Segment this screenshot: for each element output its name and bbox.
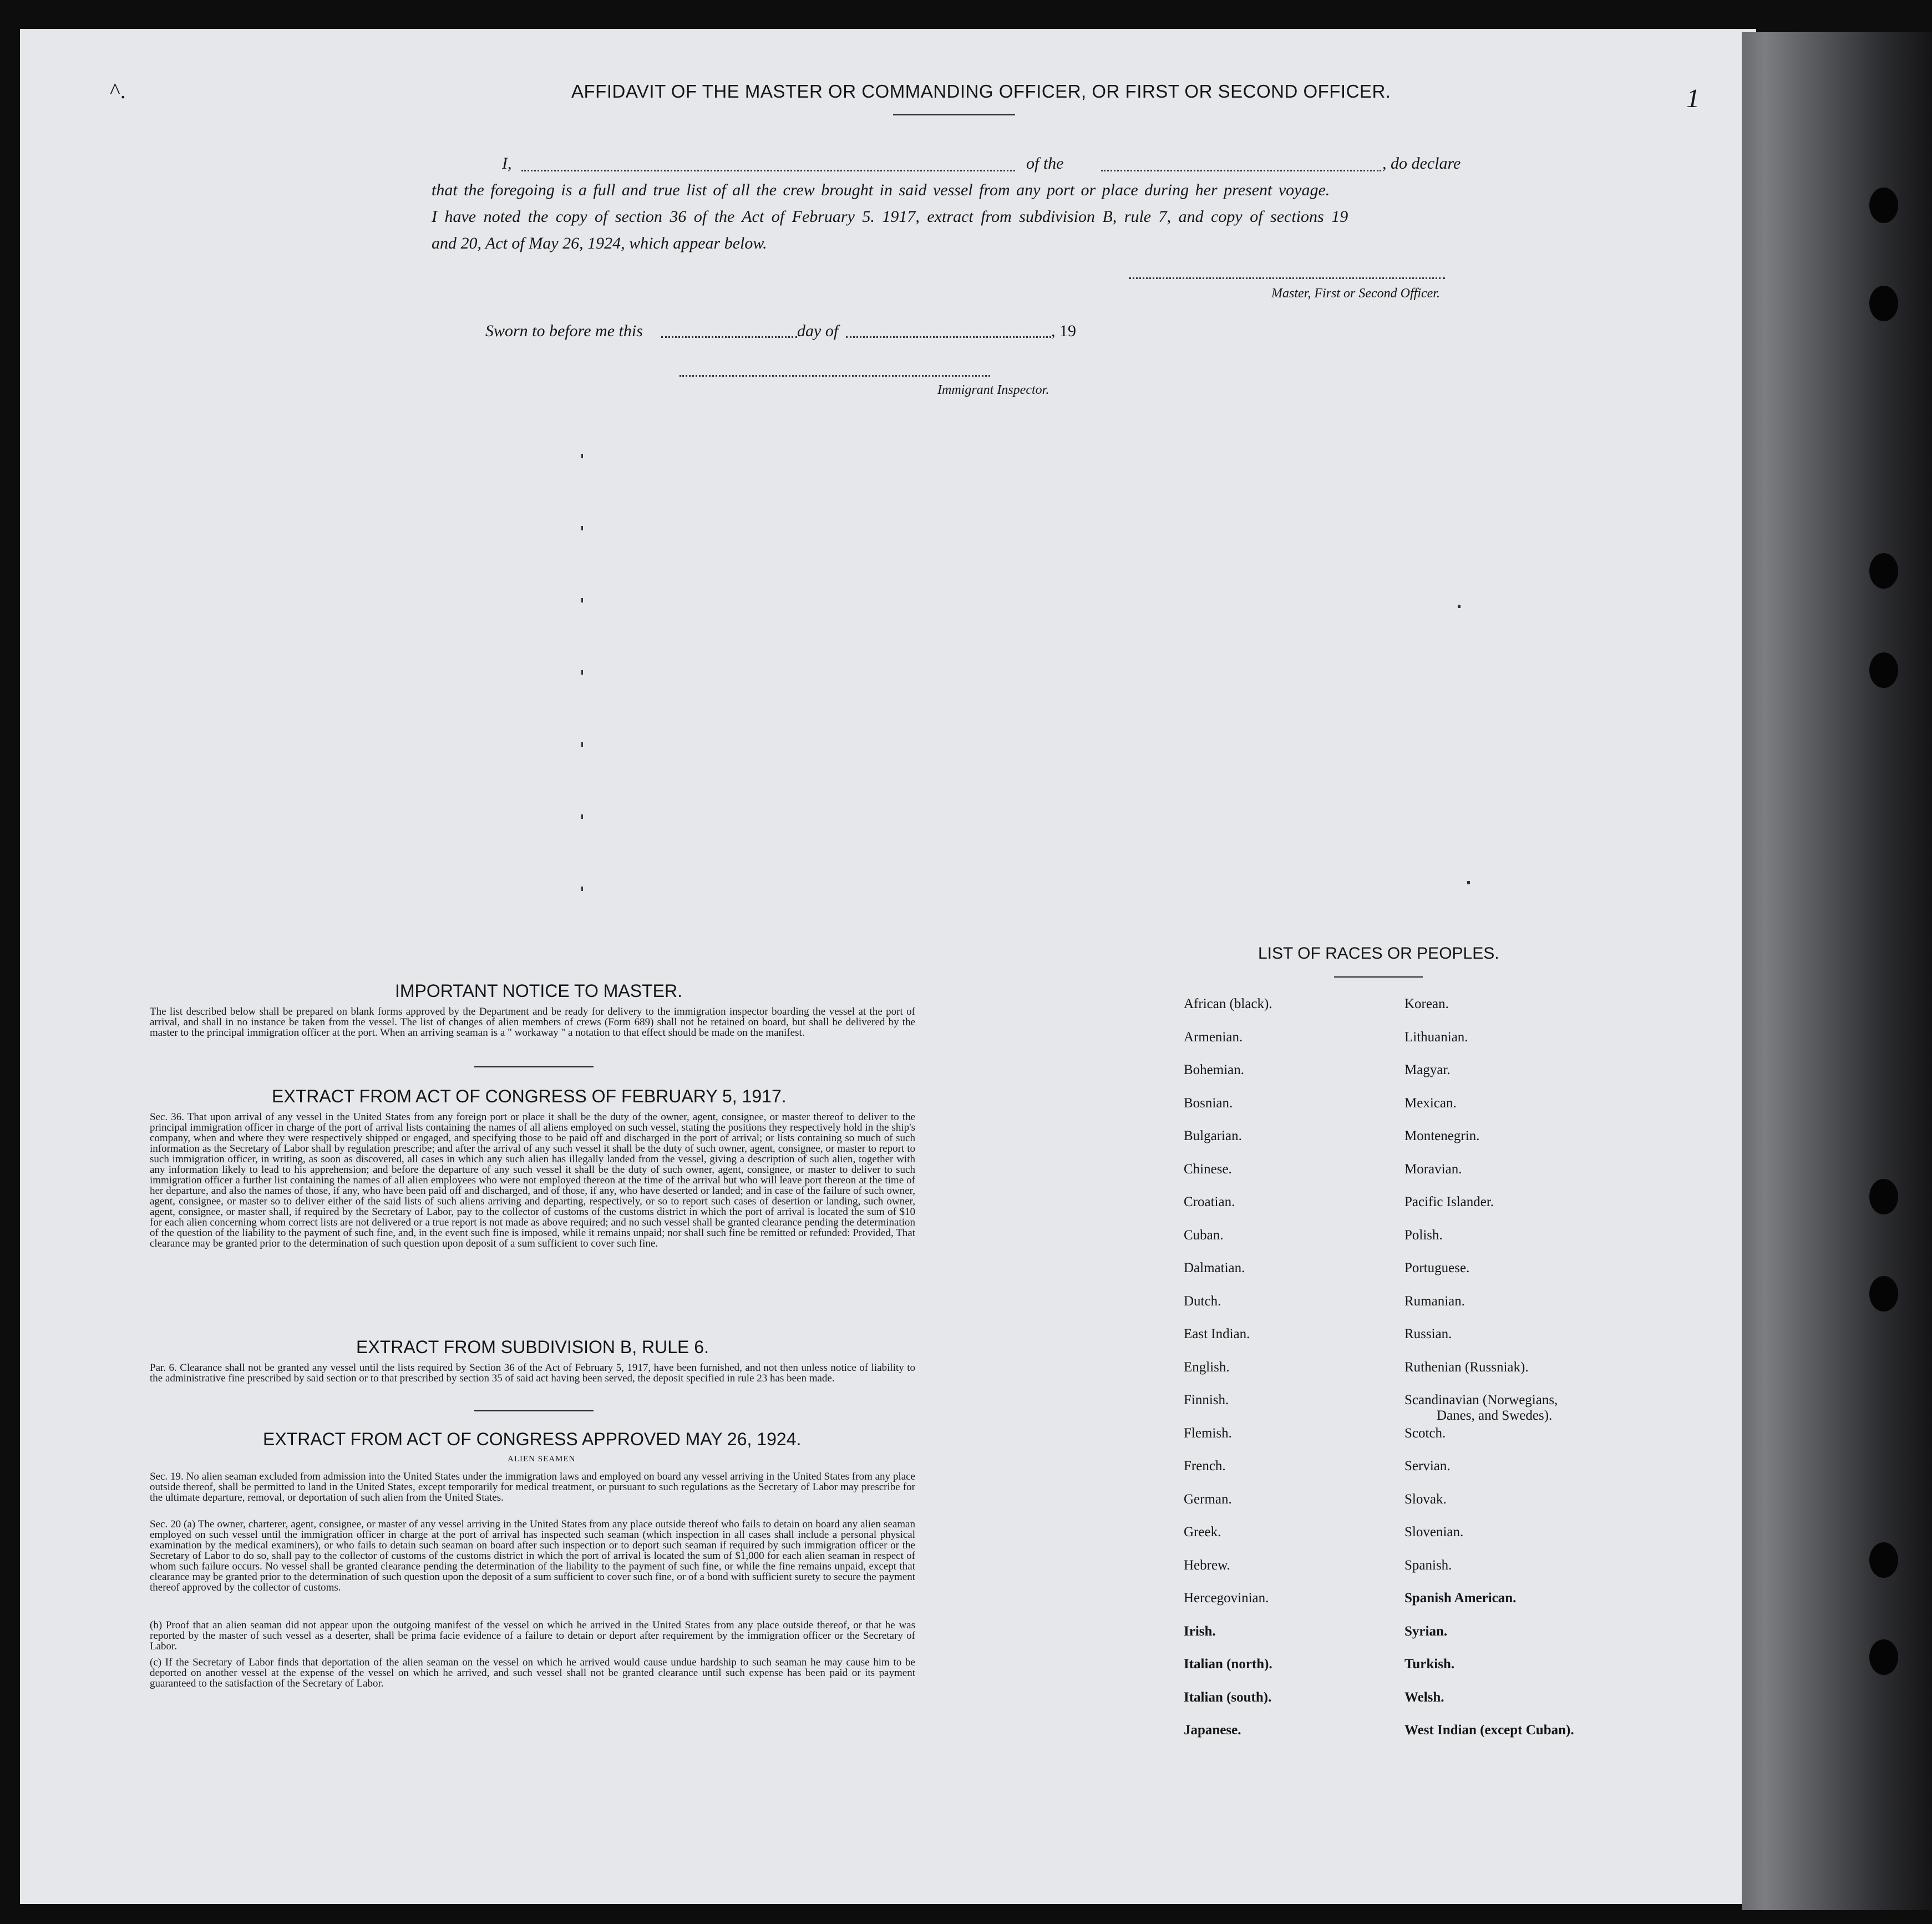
name-blank — [521, 170, 1015, 171]
month-blank — [846, 336, 1051, 338]
race-item: Syrian. — [1404, 1623, 1448, 1639]
race-item: Irish. — [1184, 1623, 1216, 1639]
race-item: Danes, and Swedes). — [1437, 1408, 1553, 1423]
race-item: Bosnian. — [1184, 1095, 1233, 1111]
race-item: Pacific Islander. — [1404, 1194, 1494, 1209]
race-item: Bulgarian. — [1184, 1128, 1242, 1143]
punch-hole — [1869, 286, 1898, 321]
speck — [581, 598, 583, 602]
affidavit-line-3: I have noted the copy of section 36 of the Act of February 5. 1917, extract from subdivision B, rule 7, and copy of sections 19 — [432, 207, 1348, 226]
day-of-text: day of — [797, 322, 839, 340]
extract-1917-title: EXTRACT FROM ACT OF CONGRESS OF FEBRUARY 5, 1917. — [272, 1086, 787, 1106]
race-item: Greek. — [1184, 1525, 1221, 1540]
race-item: African (black). — [1184, 996, 1272, 1011]
punch-hole — [1869, 1639, 1898, 1675]
race-item: Dalmatian. — [1184, 1260, 1245, 1275]
speck — [581, 887, 583, 891]
punch-hole — [1869, 1179, 1898, 1214]
race-item: Lithuanian. — [1404, 1029, 1468, 1045]
inspector-label: Immigrant Inspector. — [937, 383, 1049, 397]
race-item: Hercegovinian. — [1184, 1591, 1269, 1606]
page-mark-left: ^. — [110, 78, 126, 103]
race-item: West Indian (except Cuban). — [1404, 1723, 1574, 1738]
race-item: Armenian. — [1184, 1029, 1243, 1045]
punch-hole — [1869, 1276, 1898, 1312]
race-item: Servian. — [1404, 1459, 1451, 1474]
affidavit-line-4: and 20, Act of May 26, 1924, which appear below. — [432, 234, 767, 252]
punch-hole — [1869, 188, 1898, 223]
sec-20b-body: (b) Proof that an alien seaman did not appear upon the outgoing manifest of the vessel on which he arrived in the United States from any place outside thereof, or that he was reported by the master of such vessel as a deserter, shall be prima facie evidence of a failure to detain or deport after requirement by the immigration officer or the Secretary of Labor. — [150, 1619, 915, 1652]
rule-6-title: EXTRACT FROM SUBDIVISION B, RULE 6. — [356, 1337, 709, 1357]
punch-hole — [1869, 652, 1898, 688]
race-item: Hebrew. — [1184, 1557, 1230, 1573]
race-item: Russian. — [1404, 1326, 1452, 1341]
race-item: Ruthenian (Russniak). — [1404, 1359, 1529, 1375]
race-item: Korean. — [1404, 996, 1449, 1011]
race-item: Spanish. — [1404, 1557, 1452, 1573]
affidavit-line-2: that the foregoing is a full and true list of all the crew brought in said vessel from any port or place during her present voyage. — [432, 181, 1330, 199]
race-item: Portuguese. — [1404, 1260, 1470, 1275]
race-item: Scandinavian (Norwegians, — [1404, 1393, 1558, 1407]
race-item: Spanish American. — [1404, 1591, 1517, 1606]
race-item: German. — [1184, 1491, 1232, 1507]
punch-hole — [1869, 1542, 1898, 1578]
sworn-text: Sworn to before me this — [485, 322, 643, 340]
rule-6-body: Par. 6. Clearance shall not be granted any vessel until the lists required by Section 36 of the Act of February 5, 1917, have been furnished, and not then unless notice of liability to the administrative fine prescribed by said section or to that prescribed by section 35 of said act having been served, the deposit specified in rule 23 has been made. — [150, 1362, 915, 1384]
signature-line — [1129, 277, 1445, 279]
race-item: East Indian. — [1184, 1326, 1250, 1341]
sec-19-body: Sec. 19. No alien seaman excluded from admission into the United States under the immigration laws and employed on board any vessel arriving in the United States from any place outside thereof, shall be permitted to land in the United States, except temporarily for medical treatment, or pursuant to such regulations as the Secretary of Labor may prescribe for the ultimate departure, removal, or deportation of such alien from the United States. — [150, 1471, 915, 1503]
affidavit-of-the: of the — [1026, 154, 1064, 173]
vessel-blank — [1101, 170, 1381, 171]
speck — [581, 526, 583, 530]
affidavit-i: I, — [502, 154, 512, 173]
notice-title: IMPORTANT NOTICE TO MASTER. — [395, 981, 682, 1001]
race-item: Bohemian. — [1184, 1062, 1245, 1077]
race-item: French. — [1184, 1459, 1226, 1474]
race-item: Cuban. — [1184, 1227, 1224, 1243]
race-item: Magyar. — [1404, 1062, 1451, 1077]
races-rule — [1334, 976, 1423, 978]
sec-20a-body: Sec. 20 (a) The owner, charterer, agent, consignee, or master of any vessel arriving in the United States from any place outside thereof who fails to detain on board any alien seaman employed on such vessel until the immigration officer in charge at the port of arrival has inspected such seaman (which inspection in all cases shall include a personal physical examination by the medical examiners), or who fails to detain such seaman on board after such inspection or to deport such seaman if required by such immigration officer or the Secretary of Labor to do so, shall pay to the collector of customs of the customs district in which the port of arrival is located the sum of $1,000 for each alien seaman in respect of whom such failure occurs. No vessel shall be granted clearance pending the determination of the liability to the payment of such fine, or while the fine remains unpaid, except that clearance may be granted prior to the determination of such question upon the deposit of a sum sufficient to cover such fine, or of a bond with sufficient surety to secure the payment thereof approved by the collector of customs. — [150, 1518, 915, 1593]
speck — [581, 670, 583, 675]
race-item: Flemish. — [1184, 1425, 1232, 1441]
page-mark-right: 1 — [1686, 84, 1700, 113]
race-item: Italian (north). — [1184, 1657, 1272, 1672]
race-item: Italian (south). — [1184, 1689, 1272, 1705]
inspector-line — [680, 375, 990, 377]
day-blank — [661, 336, 797, 338]
extract-1924-title: EXTRACT FROM ACT OF CONGRESS APPROVED MAY 26, 1924. — [263, 1429, 802, 1449]
race-item: Mexican. — [1404, 1095, 1457, 1111]
race-item: Slovenian. — [1404, 1525, 1464, 1540]
race-item: Polish. — [1404, 1227, 1443, 1243]
speck — [581, 454, 583, 458]
affidavit-do-declare: , do declare — [1382, 154, 1461, 173]
rule-6-rule — [474, 1410, 594, 1411]
race-item: Montenegrin. — [1404, 1128, 1480, 1143]
binding-strip — [1742, 32, 1932, 1910]
race-item: Finnish. — [1184, 1393, 1229, 1407]
extract-1917-body: Sec. 36. That upon arrival of any vessel in the United States from any foreign port or place it shall be the duty of the owner, agent, consignee, or master thereof to deliver to the principal immigration officer in charge of the port of arrival lists containing the names of all aliens employed on such vessel, stating the positions they respectively hold in the ship's company, when and where they were respectively shipped or engaged, and specifying those to be paid off and discharged in the port of arrival; or lists containing so much of such information as the Secretary of Labor shall by regulation prescribe; and after the arrival of any such vessel it shall be the duty of such owner, agent, consignee, or master to report to such immigration officer, in writing, as soon as discovered, all cases in which any such alien has illegally landed from the vessel, giving a description of such alien, together with any information likely to lead to his apprehension; and before the departure of any such vessel it shall be the duty of such owner, agent, consignee, or master to deliver to such immigration officer a further list containing the names of all alien employees who were not employed thereon at the time of the arrival but who will leave port thereon at the time of her departure, and also the names of those, if any, who have been paid off and discharged, and of those, if any, who have deserted or landed; and in case of the failure of such owner, agent, consignee, or master so to deliver either of the said lists of such aliens arriving and departing, respectively, or so to report such cases of desertion or landing, such owner, agent, consignee, or master shall, if required by the Secretary of Labor, pay to the collector of customs of the customs district in which the port of arrival is located the sum of $10 for each alien concerning whom correct lists are not delivered or a true report is not made as above required; and no such vessel shall be granted clearance pending the determination of the question of the liability to the payment of such fine, and, in the event such fine is imposed, while it remains unpaid; nor shall such fine be remitted or refunded: Provided, That clearance may be granted prior to the determination of such question upon deposit of a sum sufficient to cover such fine. — [150, 1111, 915, 1249]
signature-label: Master, First or Second Officer. — [1271, 286, 1440, 301]
notice-body: The list described below shall be prepared on blank forms approved by the Department and be ready for delivery to the immigration inspector boarding the vessel at the port of arrival, and shall in no instance be taken from the vessel. The list of changes of alien members of crews (Form 689) shall not be retained on board, but shall be delivered by the master to the principal immigration officer at the port. When an arriving seaman is a " workaway " a notation to that effect should be made on the manifest. — [150, 1006, 915, 1039]
alien-seamen-subtitle: ALIEN SEAMEN — [508, 1455, 576, 1464]
affidavit-title: AFFIDAVIT OF THE MASTER OR COMMANDING OFFICER, OR FIRST OR SECOND OFFICER. — [571, 81, 1391, 102]
races-title: LIST OF RACES OR PEOPLES. — [1258, 944, 1499, 963]
race-item: Scotch. — [1404, 1425, 1446, 1441]
speck — [581, 814, 583, 819]
race-item: Dutch. — [1184, 1293, 1221, 1309]
race-item: Turkish. — [1404, 1657, 1455, 1672]
punch-hole — [1869, 553, 1898, 589]
race-item: Chinese. — [1184, 1161, 1232, 1177]
race-item: English. — [1184, 1359, 1230, 1375]
race-item: Slovak. — [1404, 1491, 1447, 1507]
race-item: Rumanian. — [1404, 1293, 1466, 1309]
race-item: Croatian. — [1184, 1194, 1235, 1209]
speck — [1458, 605, 1461, 608]
speck — [1467, 881, 1470, 884]
sec-20c-body: (c) If the Secretary of Labor finds that deportation of the alien seaman on the vessel on which he arrived would cause undue hardship to such seaman he may cause him to be deported on another vessel at the expense of the vessel on which he arrived, and such vessel shall not be granted clearance until such expense has been paid or its payment guaranteed to the satisfaction of the Secretary of Labor. — [150, 1657, 915, 1689]
race-item: Japanese. — [1184, 1723, 1241, 1738]
title-rule — [893, 114, 1015, 115]
speck — [581, 742, 583, 747]
notice-rule — [474, 1066, 594, 1067]
year-text: , 19 — [1051, 322, 1076, 340]
race-item: Moravian. — [1404, 1161, 1462, 1177]
race-item: Welsh. — [1404, 1689, 1444, 1705]
